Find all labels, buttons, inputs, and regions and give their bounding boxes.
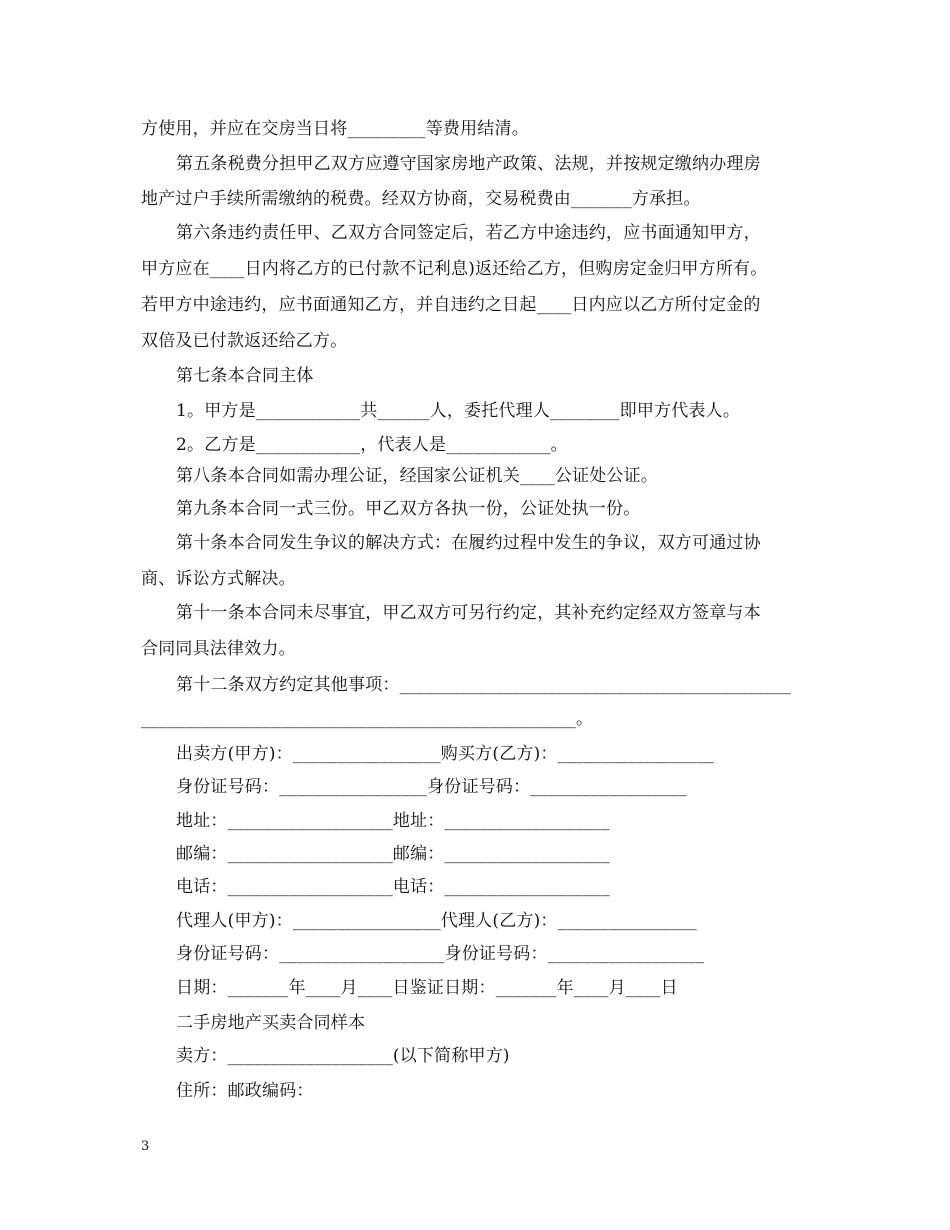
text-line-26: 日期：_______年____月____日鉴证日期：_______年____月____日 <box>176 978 678 998</box>
text-line-25: 身份证号码：___________________身份证号码：__________________ <box>176 944 705 964</box>
text-line-14: 商、诉讼方式解决。 <box>141 569 296 589</box>
text-line-12: 第九条本合同一式三份。甲乙双方各执一份，公证处执一份。 <box>176 499 641 519</box>
text-line-10: 2。乙方是____________，代表人是____________。 <box>176 435 568 455</box>
text-line-1: 方使用，并应在交房当日将_________等费用结清。 <box>141 119 529 139</box>
text-line-18: __________________________________________________。 <box>141 709 594 729</box>
text-line-27: 二手房地产买卖合同样本 <box>176 1013 366 1033</box>
text-line-3: 地产过户手续所需缴纳的税费。经双方协商，交易税费由_______方承担。 <box>141 189 701 209</box>
text-line-23: 电话：___________________电话：___________________ <box>176 877 610 897</box>
text-line-16: 合同同具法律效力。 <box>141 639 296 659</box>
text-line-29: 住所：邮政编码： <box>176 1081 314 1101</box>
text-line-15: 第十一条本合同未尽事宜，甲乙双方可另行约定，其补充约定经双方签章与本 <box>176 603 761 623</box>
text-line-21: 地址：___________________地址：___________________ <box>176 811 610 831</box>
text-line-8: 第七条本合同主体 <box>176 366 314 386</box>
text-line-22: 邮编：___________________邮编：___________________ <box>176 844 610 864</box>
text-line-9: 1。甲方是____________共______人，委托代理人________即甲方代表人。 <box>176 401 741 421</box>
text-line-17: 第十二条双方约定其他事项：_____________________________________________ <box>176 675 792 695</box>
text-line-11: 第八条本合同如需办理公证，经国家公证机关____公证处公证。 <box>176 466 658 486</box>
text-line-28: 卖方：___________________(以下简称甲方) <box>176 1046 510 1066</box>
page-number: 3 <box>141 1139 150 1154</box>
text-line-5: 甲方应在____日内将乙方的已付款不记利息)返还给乙方，但购房定金归甲方所有。 <box>141 259 768 279</box>
text-line-4: 第六条违约责任甲、乙双方合同签定后，若乙方中途违约，应书面通知甲方， <box>176 223 761 243</box>
text-line-2: 第五条税费分担甲乙双方应遵守国家房地产政策、法规，并按规定缴纳办理房 <box>176 154 761 174</box>
text-line-24: 代理人(甲方)：_________________代理人(乙方)：________________ <box>176 911 697 931</box>
text-line-7: 双倍及已付款返还给乙方。 <box>141 331 348 351</box>
text-line-20: 身份证号码：_________________身份证号码：__________________ <box>176 777 687 797</box>
text-line-6: 若甲方中途违约，应书面通知乙方，并自违约之日起____日内应以乙方所付定金的 <box>141 295 761 315</box>
text-line-19: 出卖方(甲方)：_________________购买方(乙方)：__________________ <box>176 744 715 764</box>
text-line-13: 第十条本合同发生争议的解决方式：在履约过程中发生的争议，双方可通过协 <box>176 533 761 553</box>
